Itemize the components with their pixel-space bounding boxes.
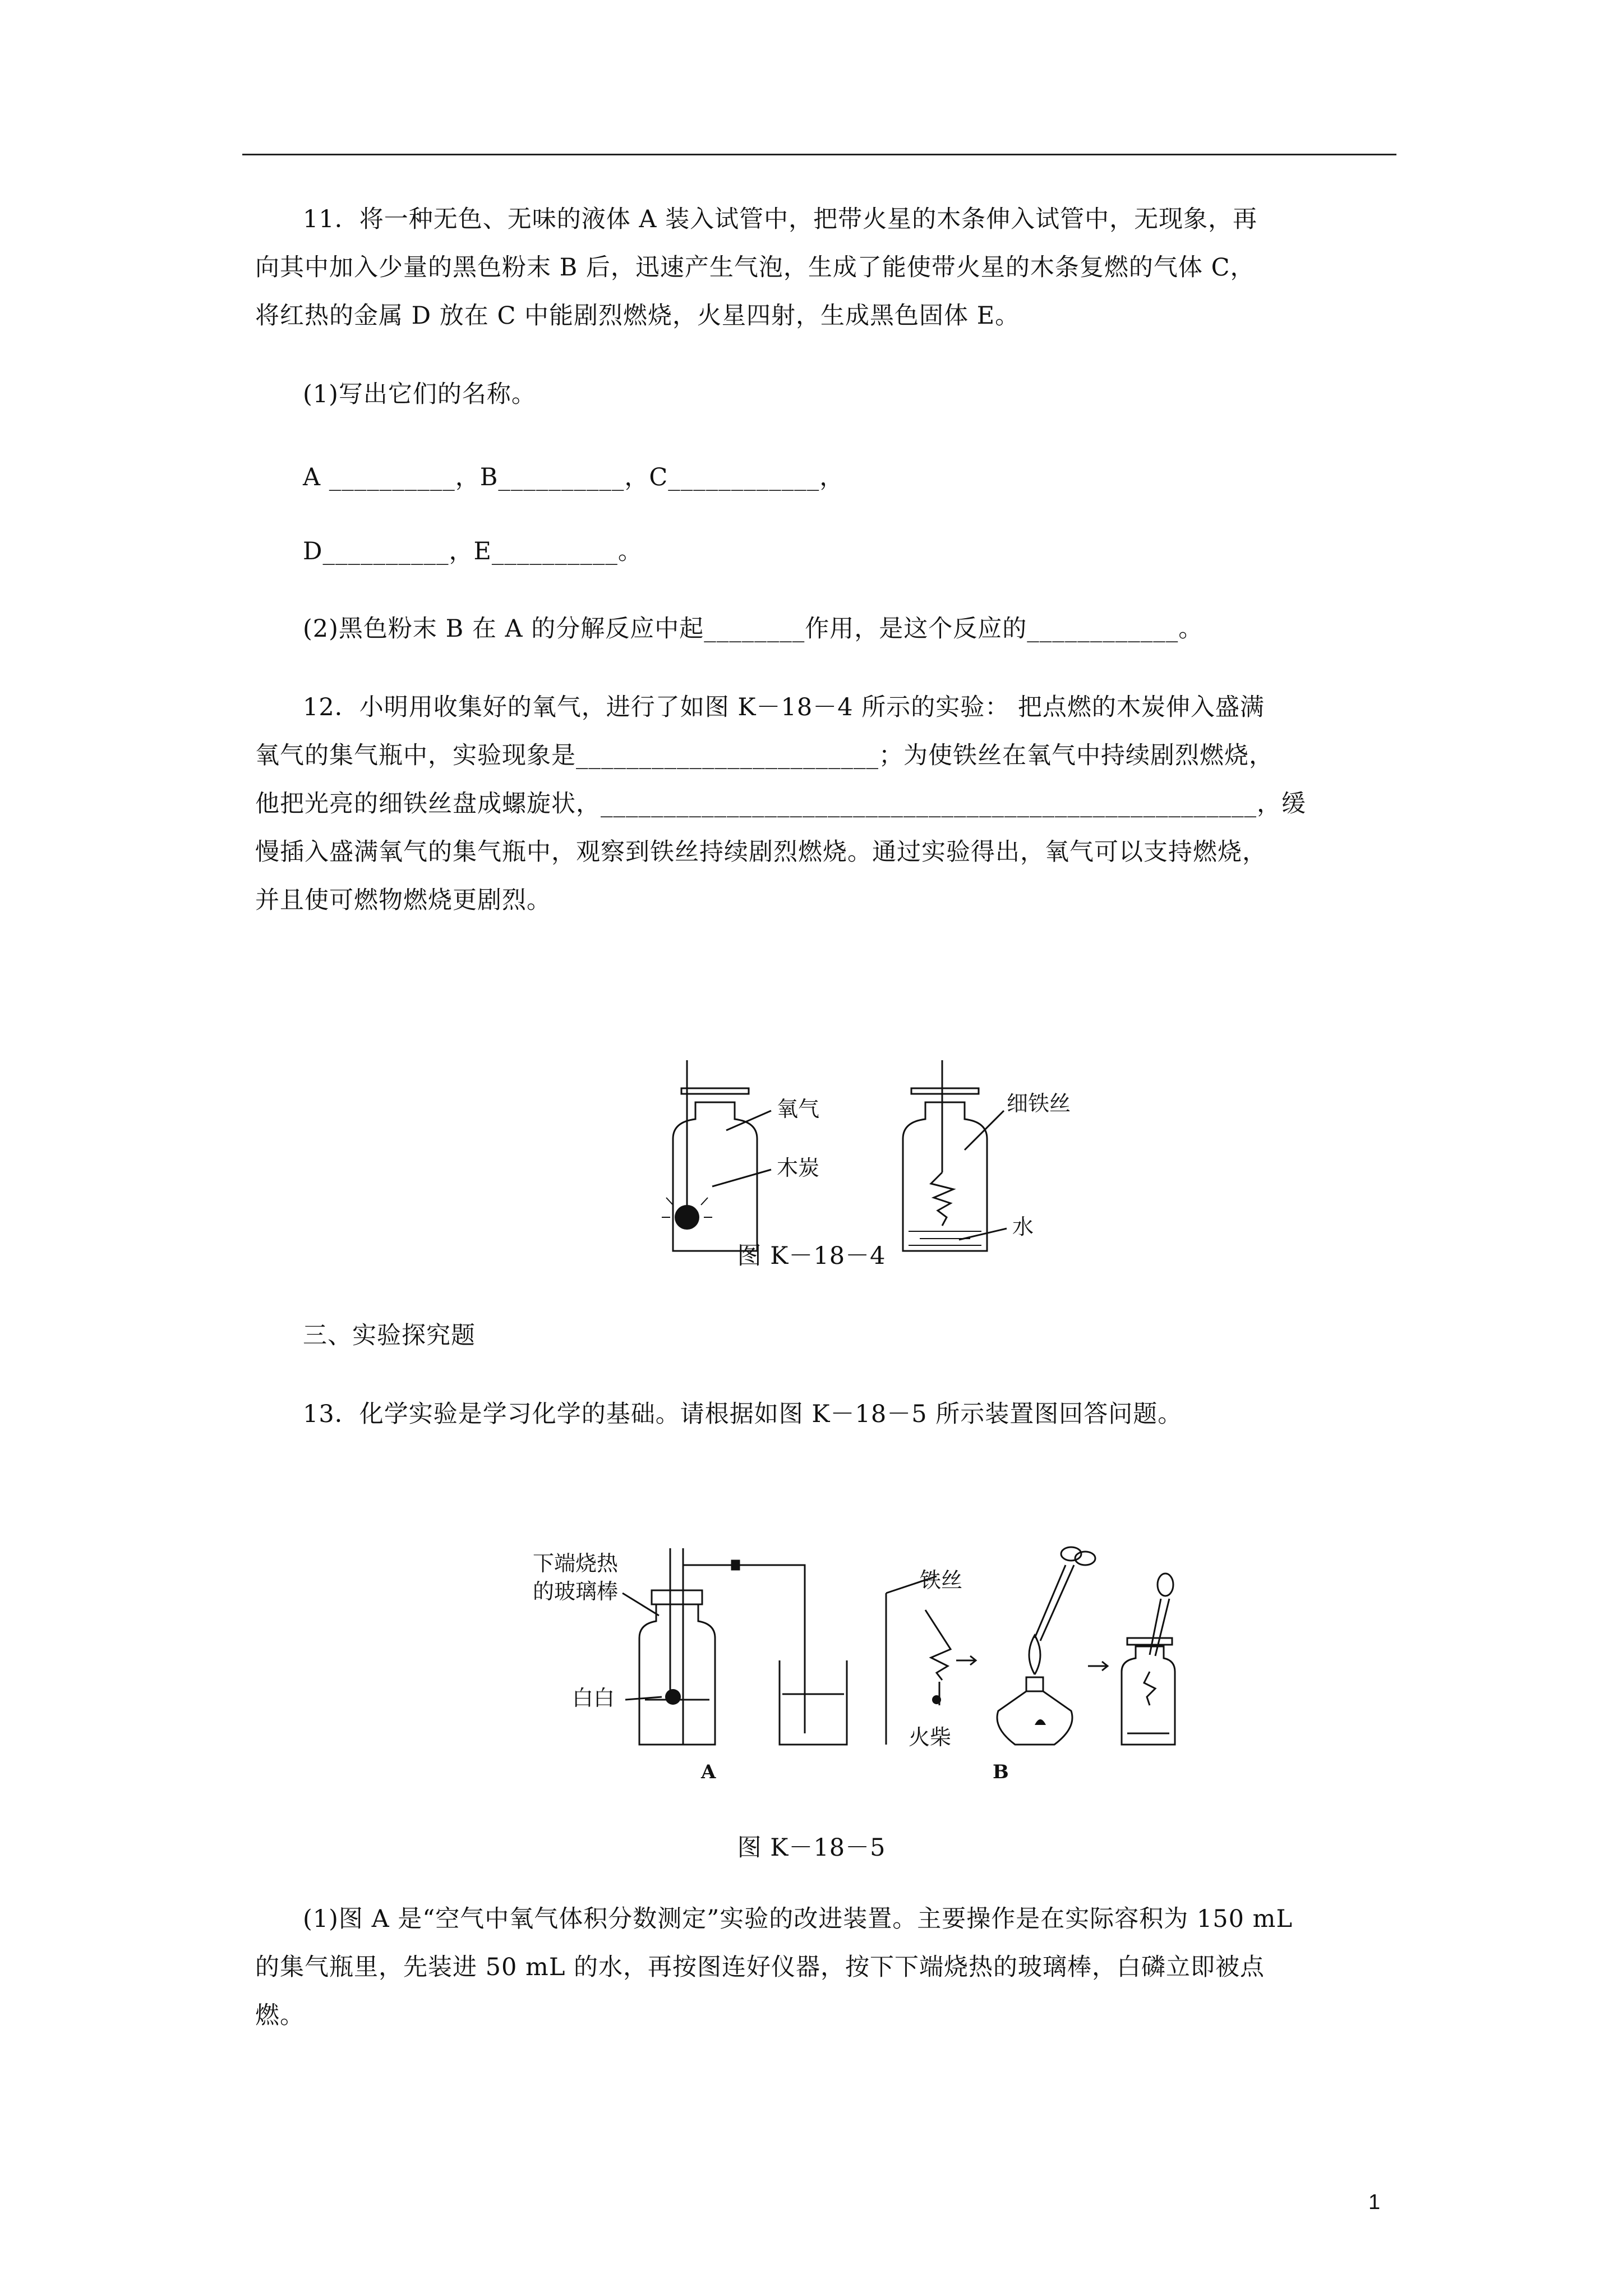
q12-line-1: 12．小明用收集好的氧气，进行了如图 K－18－4 所示的实验： 把点燃的木炭伸入盛满 bbox=[303, 693, 1265, 721]
q11-blanks-row-2: D__________，E__________。 bbox=[303, 537, 643, 565]
label-white-phosphorus: 白白 bbox=[572, 1686, 615, 1710]
question-11 bbox=[255, 195, 1399, 340]
header-rule bbox=[242, 154, 1396, 155]
right-bottle-cover bbox=[911, 1088, 979, 1094]
page-number: 1 bbox=[1368, 2191, 1381, 2214]
label-water: 水 bbox=[1012, 1214, 1034, 1239]
q12-line-3: 他把光亮的细铁丝盘成螺旋状，____________________________________________________，缓 bbox=[255, 790, 1306, 818]
label-iron-wire: 细铁丝 bbox=[1007, 1091, 1071, 1116]
q11-blanks-row-1: A __________，B__________，C____________， bbox=[303, 463, 845, 491]
label-hot-rod-2: 的玻璃棒 bbox=[533, 1579, 619, 1604]
q12-line-2: 氧气的集气瓶中，实验现象是________________________；为使铁丝在氧气中持续剧烈燃烧， bbox=[255, 742, 1274, 770]
q12-line-4: 慢插入盛满氧气的集气瓶中，观察到铁丝持续剧烈燃烧。通过实验得出，氧气可以支持燃烧， bbox=[255, 838, 1267, 866]
label-apparatus-b: B bbox=[993, 1761, 1009, 1783]
figure-k-18-5-caption: 图 K－18－5 bbox=[737, 1834, 886, 1862]
label-apparatus-a: A bbox=[701, 1761, 716, 1783]
apparatus-a-beaker bbox=[780, 1660, 847, 1745]
iron-wire-with-match bbox=[925, 1610, 951, 1680]
label-hot-rod-1: 下端烧热 bbox=[533, 1551, 619, 1576]
q13-sub-1 bbox=[255, 1895, 1399, 2040]
label-oxygen: 氧气 bbox=[777, 1097, 820, 1121]
crucible-tongs bbox=[1035, 1565, 1074, 1641]
q13-sub1-line-2: 的集气瓶里，先装进 50 mL 的水，再按图连好仪器，按下下端烧热的玻璃棒，白磷立即被点 bbox=[255, 1953, 1265, 1981]
q12-line-5: 并且使可燃物燃烧更剧烈。 bbox=[255, 886, 551, 914]
label-match: 火柴 bbox=[909, 1725, 952, 1750]
label-charcoal: 木炭 bbox=[777, 1156, 820, 1180]
q13-sub1-line-3: 燃。 bbox=[255, 2001, 305, 2030]
q11-sub-1: (1)写出它们的名称。 bbox=[303, 380, 536, 408]
figure-k-18-4-caption: 图 K－18－4 bbox=[737, 1242, 886, 1270]
iron-wire-coil bbox=[931, 1172, 953, 1226]
apparatus-a-bottle bbox=[639, 1604, 715, 1745]
right-gas-bottle bbox=[903, 1102, 987, 1251]
section-3-heading: 三、实验探究题 bbox=[303, 1322, 476, 1350]
alcohol-lamp bbox=[997, 1691, 1072, 1745]
apparatus-a-stopper bbox=[652, 1590, 702, 1604]
q11-line-1: 11．将一种无色、无味的液体 A 装入试管中，把带火星的木条伸入试管中，无现象，再 bbox=[303, 205, 1258, 233]
question-12 bbox=[255, 683, 1399, 924]
left-bottle-cover bbox=[681, 1088, 749, 1094]
q13-sub1-line-1: (1)图 A 是“空气中氧气体积分数测定”实验的改进装置。主要操作是在实际容积为 150 mL bbox=[303, 1905, 1293, 1933]
q11-line-3: 将红热的金属 D 放在 C 中能剧烈燃烧，火星四射，生成黑色固体 E。 bbox=[255, 302, 1020, 330]
figure-k-18-5 bbox=[533, 1531, 1178, 1789]
label-iron-wire: 铁丝 bbox=[920, 1568, 963, 1593]
lamp-flame bbox=[1029, 1635, 1040, 1674]
q11-line-2: 向其中加入少量的黑色粉末 B 后，迅速产生气泡，生成了能使带火星的木条复燃的气体 C， bbox=[255, 254, 1255, 282]
white-phosphorus bbox=[665, 1689, 681, 1705]
q11-sub-2: (2)黑色粉末 B 在 A 的分解反应中起________作用，是这个反应的____________。 bbox=[303, 615, 1204, 643]
question-13: 13．化学实验是学习化学的基础。请根据如图 K－18－5 所示装置图回答问题。 bbox=[303, 1400, 1183, 1428]
charcoal-lump bbox=[675, 1205, 699, 1230]
